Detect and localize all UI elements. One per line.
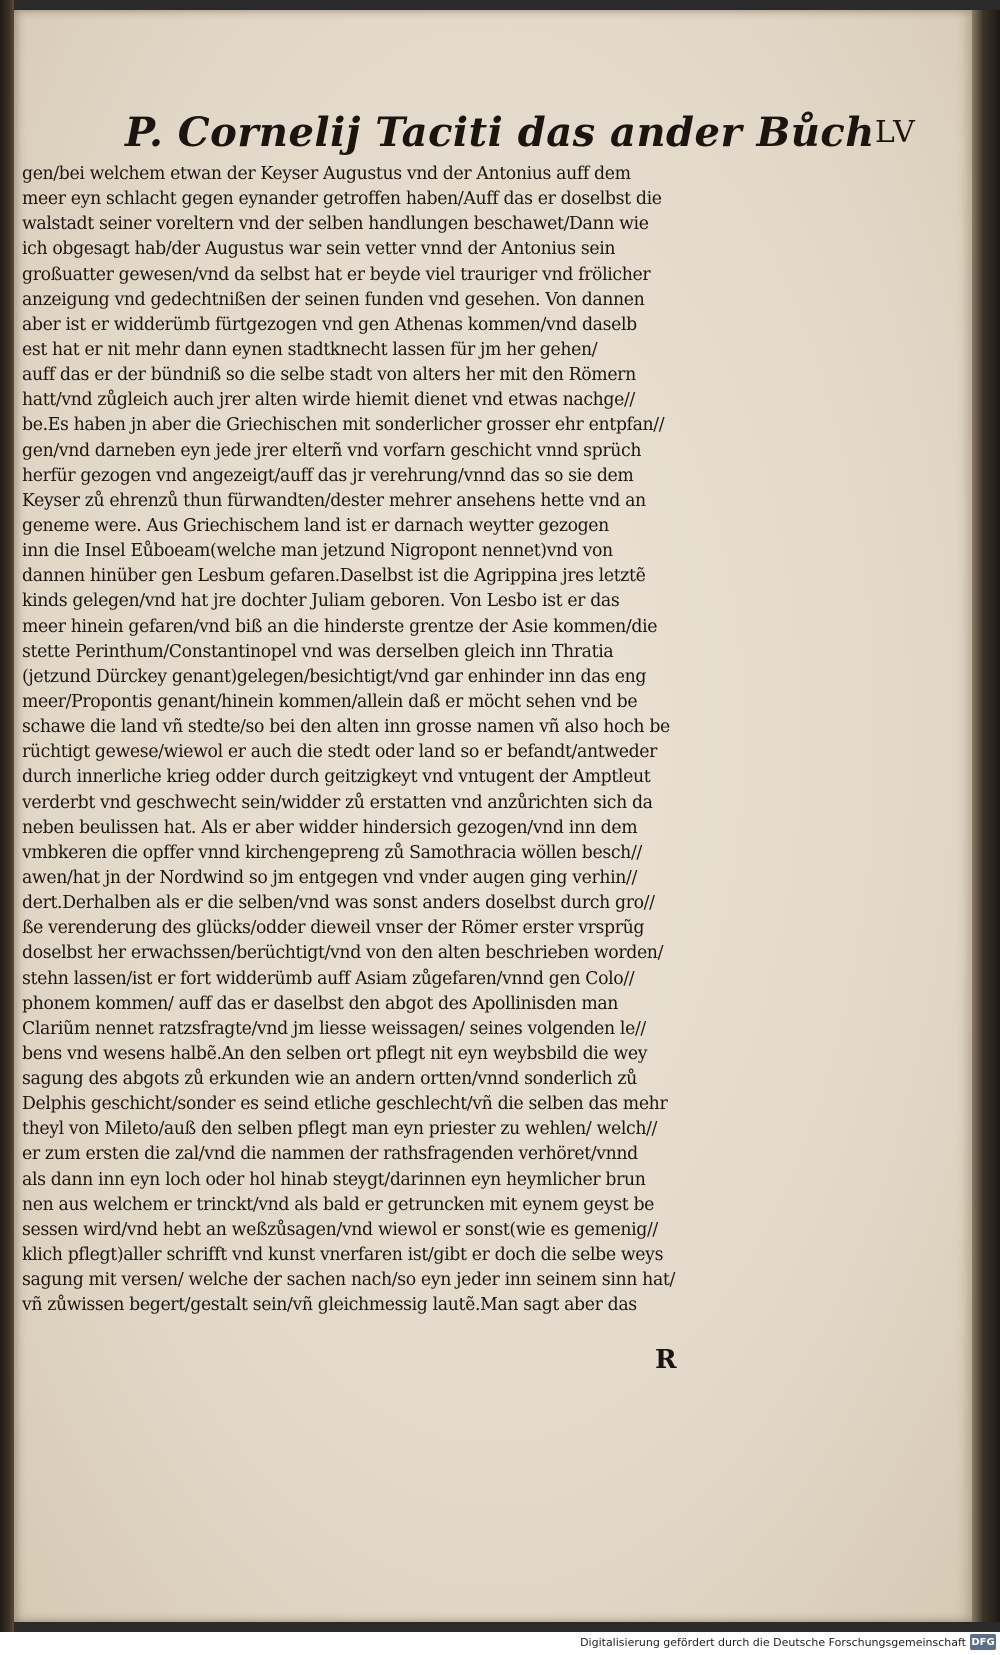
text-line: anzeigung vnd gedechtnißen der seinen funden vnd gesehen. Von dannen (22, 289, 645, 310)
text-line: ße verenderung des glücks/odder dieweil vnser der Römer erster vrsprũg (22, 918, 645, 939)
text-block (22, 162, 782, 1318)
text-line: er zum ersten die zal/vnd die nammen der rathsfragenden verhöret/vnnd (22, 1144, 638, 1165)
text-line: gen/bei welchem etwan der Keyser Augustus vnd der Antonius auff dem (22, 164, 631, 184)
text-line: meer eyn schlacht gegen eynander getroffen haben/Auff das er doselbst die (22, 189, 662, 210)
text-line: walstadt seiner voreltern vnd der selben handlungen beschawet/Dann wie (22, 214, 649, 235)
text-line: sagung des abgots zů erkunden wie an andern ortten/vnnd sonderlich zů (22, 1069, 637, 1090)
text-line: herfür gezogen vnd angezeigt/auff das jr verehrung/vnnd das so sie dem (22, 465, 634, 486)
text-line: Clariũm nennet ratzsfragte/vnd jm liesse weissagen/ seines volgenden le// (22, 1018, 646, 1039)
text-line: awen/hat jn der Nordwind so jm entgegen vnd vnder augen ging verhin// (22, 867, 637, 888)
text-line: vñ zůwissen begert/gestalt sein/vñ gleichmessig lautẽ.Man sagt aber das (22, 1295, 637, 1316)
text-line: geneme were. Aus Griechischem land ist er darnach weytter gezogen (22, 515, 609, 536)
text-line: großuatter gewesen/vnd da selbst hat er beyde viel trauriger vnd frölicher (22, 264, 651, 285)
text-line: (jetzund Dürckey genant)gelegen/besichtigt/vnd gar enhinder inn das eng (22, 666, 647, 687)
text-line: gen/vnd darneben eyn jede jrer elterñ vnd vorfarn geschicht vnnd sprüch (22, 440, 642, 461)
signature-mark: R (655, 1345, 677, 1375)
text-line: sessen wird/vnd hebt an weßzůsagen/vnd wiewol er sonst(wie es gemenig// (22, 1219, 658, 1240)
text-line: dert.Derhalben als er die selben/vnd was sonst anders doselbst durch gro// (22, 893, 655, 914)
folio-number: LV (874, 114, 917, 150)
text-line: bens vnd wesens halbẽ.An den selben ort pflegt nit eyn weybsbild die wey (22, 1043, 648, 1064)
text-line: hatt/vnd zůgleich auch jrer alten wirde hiemit dienet vnd etwas nachge// (22, 390, 635, 411)
text-line: meer hinein gefaren/vnd biß an die hinderste grentze der Asie kommen/die (22, 616, 658, 637)
text-line: Delphis geschicht/sonder es seind etliche geschlecht/vñ die selben das mehr (22, 1094, 668, 1115)
text-line: schawe die land vñ stedte/so bei den alten inn grosse namen vñ also hoch be (22, 717, 670, 738)
text-line: als dann inn eyn loch oder hol hinab steygt/darinnen eyn heymlicher brun (22, 1169, 646, 1190)
text-line: kinds gelegen/vnd hat jre dochter Juliam geboren. Von Lesbo ist er das (22, 591, 620, 612)
text-line: neben beulissen hat. Als er aber widder hindersich gezogen/vnd inn dem (22, 817, 638, 838)
text-line: stette Perinthum/Constantinopel vnd was derselben gleich inn Thratia (22, 641, 614, 662)
dfg-logo: DFG (970, 1634, 996, 1650)
text-line: dannen hinüber gen Lesbum gefaren.Daselbst ist die Agrippina jres letztẽ (22, 566, 646, 587)
text-line: be.Es haben jn aber die Griechischen mit sonderlicher grosser ehr entpfan// (22, 415, 665, 436)
text-line: inn die Insel Eůboeam(welche man jetzund Nigropont nennet)vnd von (22, 541, 613, 562)
text-line: doselbst her erwachssen/berüchtigt/vnd von den alten beschrieben worden/ (22, 943, 664, 964)
text-line: klich pflegt)aller schrifft vnd kunst vnerfaren ist/gibt er doch die selbe weys (22, 1245, 664, 1266)
text-line: ich obgesagt hab/der Augustus war sein vetter vnnd der Antonius sein (22, 239, 616, 260)
text-line: est hat er nit mehr dann eynen stadtknecht lassen für jm her gehen/ (22, 339, 598, 360)
text-line: meer/Propontis genant/hinein kommen/allein daß er möcht sehen vnd be (22, 691, 638, 712)
footer-credit: Digitalisierung gefördert durch die Deutsche Forschungsgemeinschaft (580, 1636, 966, 1649)
text-line: auff das er der bündniß so die selbe stadt von alters her mit den Römern (22, 365, 636, 386)
text-line: theyl von Mileto/auß den selben pflegt man eyn priester zu wehlen/ welch// (22, 1119, 658, 1140)
running-title: P. Cornelij Taciti das ander Bůch (125, 108, 875, 156)
text-line: Keyser zů ehrenzů thun fürwandten/dester mehrer ansehens hette vnd an (22, 490, 646, 511)
text-line: vmbkeren die opffer vnnd kirchengepreng zů Samothracia wöllen besch// (22, 842, 642, 863)
text-line: aber ist er widderümb fürtgezogen vnd gen Athenas kommen/vnd daselb (22, 314, 637, 335)
text-line: phonem kommen/ auff das er daselbst den abgot des Apollinisden man (22, 993, 619, 1014)
text-line: nen aus welchem er trinckt/vnd als bald er getruncken mit eynem geyst be (22, 1194, 655, 1215)
binding-edge (0, 0, 14, 1632)
text-line: verderbt vnd geschwecht sein/widder zů erstatten vnd anzůrichten sich da (22, 792, 653, 813)
page-fore-edge (972, 10, 1000, 1622)
text-line: rüchtigt gewese/wiewol er auch die stedt oder land so er befandt/antweder (22, 742, 658, 763)
running-head (125, 106, 917, 158)
text-line: sagung mit versen/ welche der sachen nach/so eyn jeder inn seinem sinn hat/ (22, 1270, 675, 1291)
text-line: durch innerliche krieg odder durch geitzigkeyt vnd vntugent der Amptleut (22, 767, 651, 788)
text-line: stehn lassen/ist er fort widderümb auff Asiam zůgefaren/vnnd gen Colo// (22, 968, 635, 989)
